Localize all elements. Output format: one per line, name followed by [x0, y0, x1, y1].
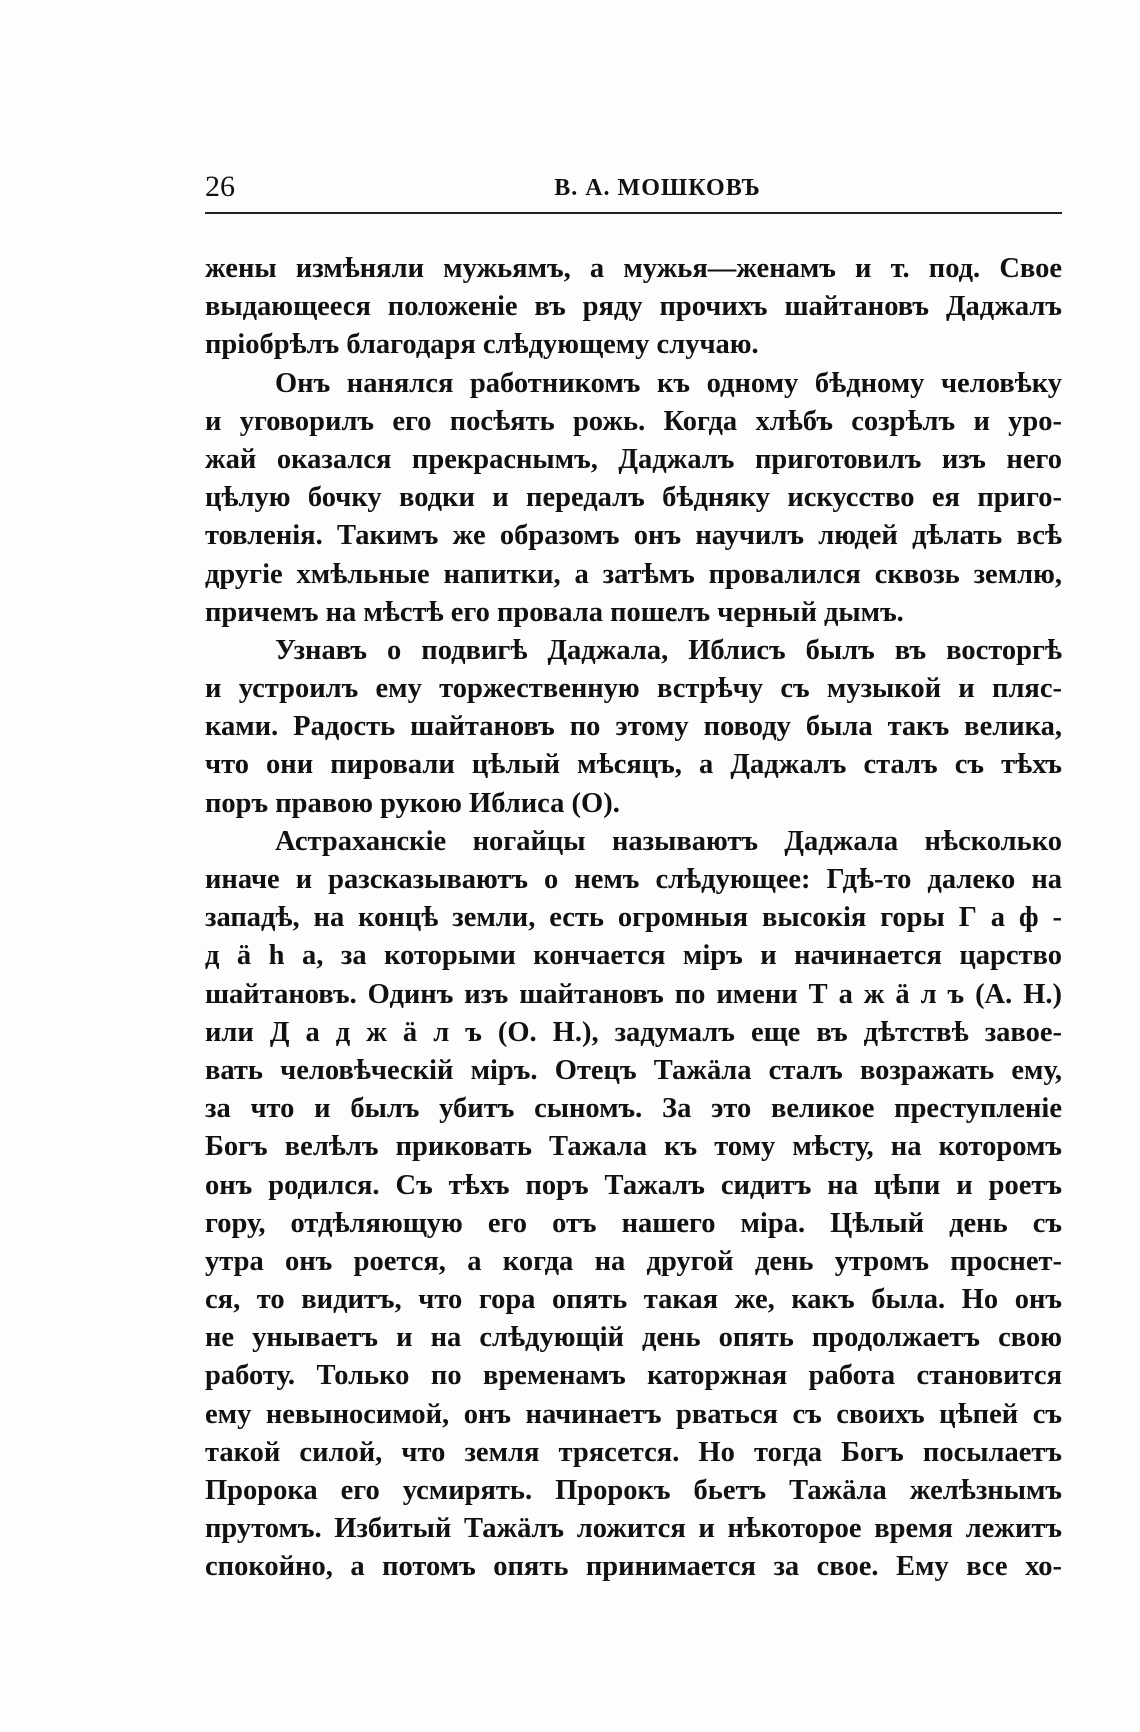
- text-line: западѣ, на концѣ земли, есть огромныя высокія горы Г а ф -: [205, 902, 1062, 934]
- text-line: жай оказался прекраснымъ, Даджалъ приготовилъ изъ него: [205, 443, 1062, 475]
- text-line: онъ родился. Съ тѣхъ поръ Тажалъ сидитъ на цѣпи и роетъ: [205, 1169, 1062, 1201]
- text-line: и уговорилъ его посѣять рожь. Когда хлѣбъ созрѣлъ и уро-: [205, 405, 1062, 437]
- running-head: В. А. МОШКОВЪ: [554, 175, 761, 201]
- text-line: цѣлую бочку водки и передалъ бѣдняку искусство ея приго-: [205, 482, 1062, 514]
- text-line: д ä һ а, за которыми кончается міръ и начинается царство: [205, 940, 1062, 972]
- text-line: утра онъ роется, а когда на другой день утромъ проснет-: [205, 1245, 1062, 1277]
- text-line: Пророка его усмирять. Пророкъ бьетъ Тажäла желѣзнымъ: [205, 1475, 1062, 1506]
- text-line: Узнавъ о подвигѣ Даджала, Иблисъ былъ въ восторгѣ: [275, 634, 1062, 666]
- text-line: жены измѣняли мужьямъ, а мужья—женамъ и т. под. Свое: [205, 253, 1062, 284]
- text-line: Богъ велѣлъ приковать Тажала къ тому мѣсту, на которомъ: [205, 1131, 1062, 1163]
- header-rule: [205, 212, 1062, 214]
- text-line: ками. Радость шайтановъ по этому поводу была такъ велика,: [205, 711, 1062, 743]
- text-line: шайтановъ. Одинъ изъ шайтановъ по имени Т а ж ä л ъ (А. Н.): [205, 978, 1062, 1010]
- text-line: работу. Только по временамъ каторжная работа становится: [205, 1360, 1062, 1392]
- page-header: [205, 170, 1060, 210]
- text-line: что они пировали цѣлый мѣсяцъ, а Даджалъ сталъ съ тѣхъ: [205, 749, 1062, 781]
- text-line: ся, то видитъ, что гора опять такая же, какъ была. Но онъ: [205, 1284, 1062, 1316]
- text-line: выдающееся положеніе въ ряду прочихъ шайтановъ Даджалъ: [205, 291, 1062, 323]
- text-line: спокойно, а потомъ опять принимается за свое. Ему все хо-: [205, 1551, 1062, 1583]
- text-line: ему невыносимой, онъ начинаетъ рваться съ своихъ цѣпей съ: [205, 1398, 1062, 1430]
- text-line: другіе хмѣльные напитки, а затѣмъ провалился сквозь землю,: [205, 558, 1062, 590]
- text-line: товленія. Такимъ же образомъ онъ научилъ людей дѣлать всѣ: [205, 520, 1062, 552]
- text-line: такой силой, что земля трясется. Но тогда Богъ посылаетъ: [205, 1436, 1062, 1468]
- text-line: прутомъ. Избитый Тажäлъ ложится и нѣкоторое время лежитъ: [205, 1513, 1062, 1545]
- text-line: Астраханскіе ногайцы называютъ Даджала нѣсколько: [275, 825, 1062, 857]
- text-line: причемъ на мѣстѣ его провала пошелъ черный дымъ.: [205, 596, 904, 628]
- text-line: за что и былъ убитъ сыномъ. За это великое преступленіе: [205, 1093, 1062, 1125]
- text-line: гору, отдѣляющую его отъ нашего міра. Цѣлый день съ: [205, 1207, 1062, 1239]
- text-line: не унываетъ и на слѣдующій день опять продолжаетъ свою: [205, 1322, 1062, 1354]
- text-line: иначе и разсказываютъ о немъ слѣдующее: Гдѣ-то далеко на: [205, 864, 1062, 895]
- text-line: Онъ нанялся работникомъ къ одному бѣдному человѣку: [275, 367, 1062, 399]
- text-line: вать человѣческій міръ. Отецъ Тажäла сталъ возражать ему,: [205, 1054, 1062, 1086]
- text-line: поръ правою рукою Иблиса (О).: [205, 787, 620, 819]
- page-number: 26: [205, 170, 235, 203]
- text-line: или Д а д ж ä л ъ (О. Н.), задумалъ еще въ дѣтствѣ завое-: [205, 1016, 1062, 1048]
- body-text: [205, 250, 1062, 1587]
- text-line: пріобрѣлъ благодаря слѣдующему случаю.: [205, 329, 759, 361]
- text-line: и устроилъ ему торжественную встрѣчу съ музыкой и пляс-: [205, 673, 1062, 705]
